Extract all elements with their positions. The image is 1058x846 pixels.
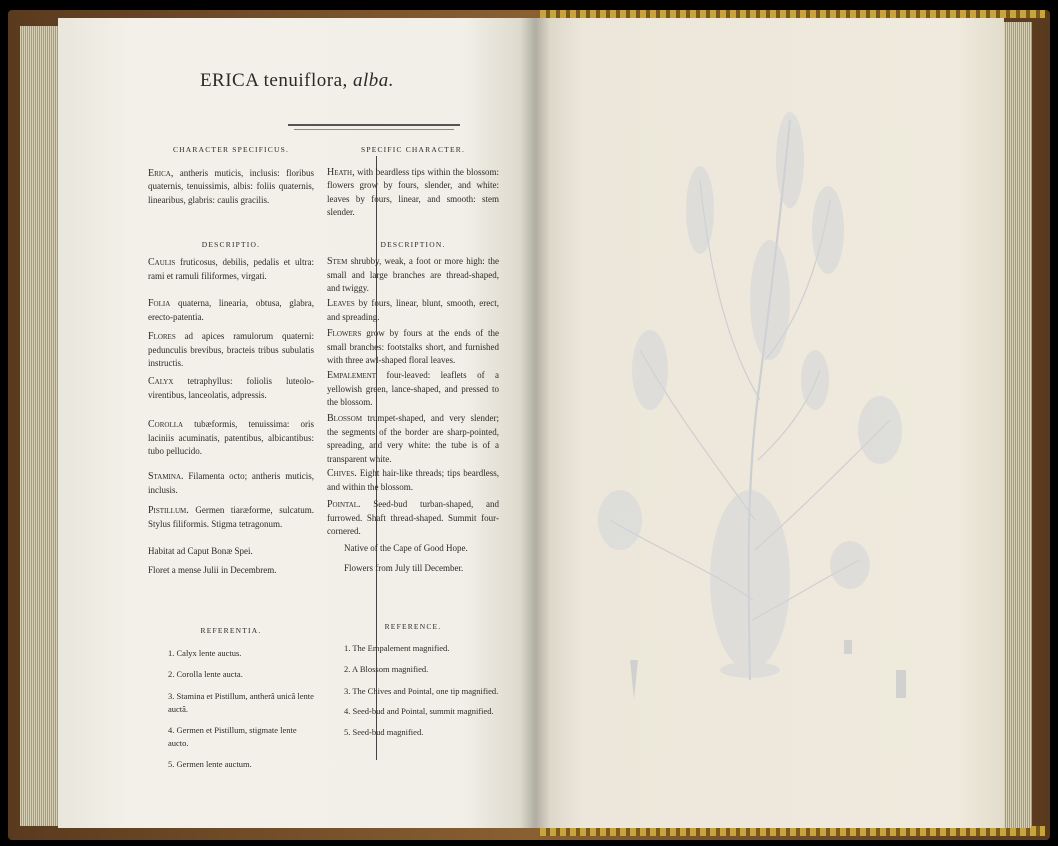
lead-word: Pointal. <box>327 499 361 510</box>
flowers-text: Flowers from July till December. <box>344 563 464 573</box>
english-ref-item: 4. Seed-bud and Pointal, summit magnified. <box>344 706 494 716</box>
english-ref-item: 2. A Blossom magnified. <box>344 664 429 674</box>
english-item-6 <box>327 498 499 539</box>
para-text: Filamenta octo; antheris muticis, inclusis. <box>148 471 314 495</box>
latin-item-5 <box>148 470 314 497</box>
english-item-2 <box>327 327 499 368</box>
lead-word: Erica, <box>148 167 174 179</box>
page-title <box>58 70 536 92</box>
gutter-shadow <box>520 18 550 828</box>
lead-word: Stem <box>327 256 348 267</box>
lead-word: Empalement <box>327 370 377 381</box>
para-text: trumpet-shaped, and very slender; the segments of the border are sharp-pointed, spreading, and very white: the tube is of a transparent white. <box>327 413 499 464</box>
latin-item-0 <box>148 256 314 283</box>
lead-word: Folia <box>148 298 171 309</box>
heading-text: DESCRIPTION. <box>380 240 446 249</box>
para-text: Eight hair-like threads; tips beardless, and within the blossom. <box>327 468 499 492</box>
para-text: ad apices ramulorum quaterni: pedunculis brevibus, bracteis tribus subulatis instructis. <box>148 331 314 368</box>
para-text: grow by fours at the ends of the small branches: footstalks short, and furnished with three awl-shaped floral leaves. <box>327 328 499 365</box>
latin-item-3 <box>148 375 314 402</box>
lead-word: Caulis <box>148 257 176 268</box>
latin-item-6 <box>148 504 314 531</box>
para-text: by fours, linear, blunt, smooth, erect, and spreading. <box>327 298 499 322</box>
title-variety: alba. <box>353 70 395 91</box>
latin-item-1 <box>148 297 314 324</box>
latin-ref-item: 4. Germen et Pistillum, stigmate lente aucto. <box>168 724 297 748</box>
english-item-3 <box>327 369 499 410</box>
english-item-0 <box>327 255 499 296</box>
latin-item-4 <box>148 418 314 459</box>
english-native <box>327 542 516 556</box>
para-text: tetraphyllus: foliolis luteolo-virentibus, lanceolatis, adpressis. <box>148 376 314 400</box>
para-text: antheris muticis, inclusis: floribus quaternis, tenuissimis, albis: foliis quaternis, linearibus, glabris: caulis gracilis. <box>148 167 314 205</box>
floret-text: Floret a mense Julii in Decembrem. <box>148 565 277 575</box>
lead-word: Stamina. <box>148 471 184 482</box>
lead-word: Heath, <box>327 166 355 178</box>
english-character-block <box>327 143 499 220</box>
latin-reference-heading: REFERENTIA. <box>200 626 262 635</box>
native-text: Native of the Cape of Good Hope. <box>344 543 468 553</box>
latin-item-2 <box>148 330 314 371</box>
title-rule <box>288 124 460 126</box>
page-edges-right <box>1000 22 1032 828</box>
latin-habitat <box>148 545 314 559</box>
english-character-heading: SPECIFIC CHARACTER. <box>360 145 466 154</box>
para-text: Germen tiaræforme, sulcatum. Stylus filiformis. Stigma tetragonum. <box>148 505 314 529</box>
latin-ref-item: 1. Calyx lente auctus. <box>168 647 242 658</box>
latin-description-heading <box>148 238 314 252</box>
lead-word: Calyx <box>148 376 174 387</box>
title-genus: ERICA <box>199 70 259 91</box>
lead-word: Chives. <box>327 468 357 479</box>
latin-character-block <box>148 143 314 207</box>
latin-reference-block <box>148 624 314 771</box>
title-species: tenuiflora, <box>263 70 348 91</box>
english-reference-heading: REFERENCE. <box>384 622 442 631</box>
english-ref-item: 3. The Chives and Pointal, one tip magnified. <box>344 685 499 696</box>
heading-text: DESCRIPTIO. <box>201 240 261 249</box>
para-text: shrubby, weak, a foot or more high: the small and large branches are thread-shaped, and twiggy. <box>327 256 499 293</box>
para-text: with beardless tips within the blossom: flowers grow by fours, slender, and white: leaves by fours, linear, and smooth: stem slender. <box>327 166 499 217</box>
latin-character-heading: CHARACTER SPECIFICUS. <box>172 145 290 154</box>
para-text: quaterna, linearia, obtusa, glabra, erecto-patentia. <box>148 298 314 322</box>
english-item-4 <box>327 412 499 466</box>
latin-ref-item: 3. Stamina et Pistillum, antherâ unicâ lente auctâ. <box>168 690 314 714</box>
english-ref-item: 5. Seed-bud magnified. <box>344 726 424 737</box>
gilt-border-top <box>540 10 1045 18</box>
page-edges-left <box>20 26 62 826</box>
lead-word: Flowers <box>327 328 362 339</box>
lead-word: Flores <box>148 331 176 342</box>
lead-word: Leaves <box>327 298 355 309</box>
para-text: four-leaved: leaflets of a yellowish green, lance-shaped, and pressed to the blossom. <box>327 370 499 407</box>
lead-word: Blossom <box>327 413 363 424</box>
english-character-text <box>327 166 499 220</box>
english-item-1 <box>327 297 499 324</box>
english-item-5 <box>327 467 499 494</box>
latin-ref-item: 5. Germen lente auctum. <box>168 758 252 769</box>
para-text: fruticosus, debilis, pedalis et ultra: rami et ramuli filiformes, virgati. <box>148 257 314 281</box>
title-rule-thin <box>294 129 454 130</box>
english-description-heading <box>327 238 499 252</box>
latin-ref-item: 2. Corolla lente aucta. <box>168 669 243 679</box>
lead-word: Pistillum. <box>148 505 189 516</box>
heath-plant-illustration <box>560 100 940 740</box>
english-flowers <box>327 562 516 576</box>
lead-word: Corolla <box>148 419 184 430</box>
para-text: tubæformis, tenuissima: oris laciniis acuminatis, patentibus, albicantibus: tubo pellucido. <box>148 419 314 456</box>
latin-character-text <box>148 167 314 208</box>
english-ref-item: 1. The Empalement magnified. <box>344 642 450 653</box>
english-reference-block <box>327 620 499 739</box>
habitat-text: Habitat ad Caput Bonæ Spei. <box>148 546 253 556</box>
para-text: Seed-bud turban-shaped, and furrowed. Shaft thread-shaped. Summit four-cornered. <box>327 499 499 536</box>
latin-floret <box>148 564 314 578</box>
